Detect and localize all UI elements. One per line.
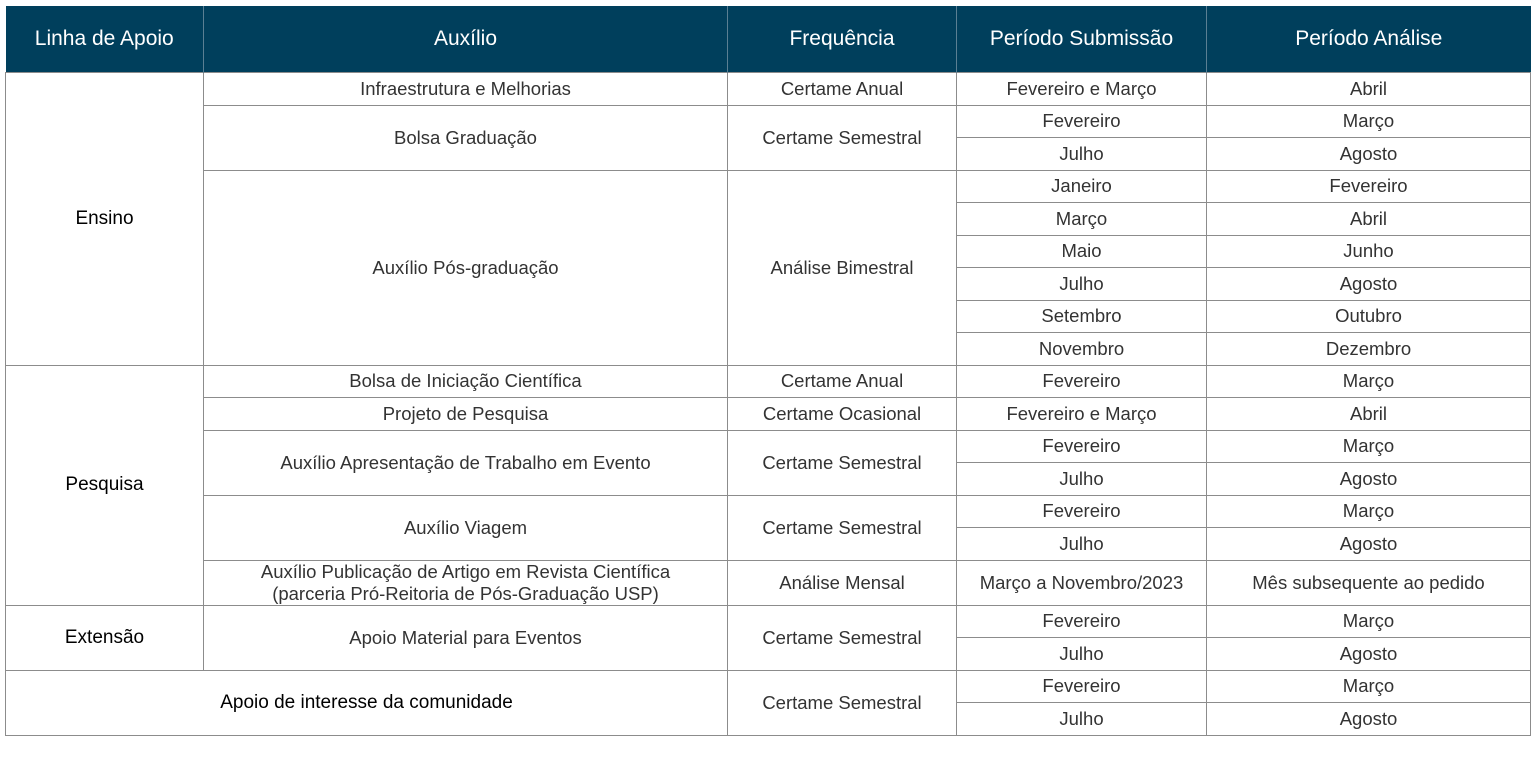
table-row <box>6 605 1531 638</box>
frequencia-cell: Certame Semestral <box>728 495 957 560</box>
analise-cell: Março <box>1207 365 1531 398</box>
table-row <box>6 670 1531 703</box>
analise-cell: Março <box>1207 430 1531 463</box>
table-row <box>6 398 1531 431</box>
submissao-cell: Fevereiro <box>957 105 1207 138</box>
submissao-cell: Fevereiro e Março <box>957 73 1207 106</box>
analise-cell: Março <box>1207 670 1531 703</box>
submissao-cell: Julho <box>957 638 1207 671</box>
frequencia-cell: Certame Semestral <box>728 105 957 170</box>
header-auxilio: Auxílio <box>204 6 728 73</box>
submissao-cell: Novembro <box>957 333 1207 366</box>
header-frequencia: Frequência <box>728 6 957 73</box>
header-linha-de-apoio: Linha de Apoio <box>6 6 204 73</box>
submissao-cell: Março <box>957 203 1207 236</box>
submissao-cell: Fevereiro <box>957 605 1207 638</box>
analise-cell: Abril <box>1207 398 1531 431</box>
frequencia-cell: Análise Mensal <box>728 560 957 605</box>
auxilio-cell <box>204 560 728 605</box>
analise-cell: Agosto <box>1207 268 1531 301</box>
analise-cell: Fevereiro <box>1207 170 1531 203</box>
analise-cell: Agosto <box>1207 638 1531 671</box>
analise-cell: Mês subsequente ao pedido <box>1207 560 1531 605</box>
table-row <box>6 430 1531 463</box>
line-ensino: Ensino <box>6 73 204 366</box>
submissao-cell: Março a Novembro/2023 <box>957 560 1207 605</box>
analise-cell: Abril <box>1207 73 1531 106</box>
submissao-cell: Setembro <box>957 300 1207 333</box>
frequencia-cell: Certame Semestral <box>728 670 957 735</box>
analise-cell: Março <box>1207 495 1531 528</box>
frequencia-cell: Certame Semestral <box>728 605 957 670</box>
auxilio-cell: Auxílio Viagem <box>204 495 728 560</box>
auxilio-cell: Projeto de Pesquisa <box>204 398 728 431</box>
submissao-cell: Fevereiro <box>957 430 1207 463</box>
auxilio-cell: Auxílio Apresentação de Trabalho em Evento <box>204 430 728 495</box>
analise-cell: Março <box>1207 605 1531 638</box>
submissao-cell: Fevereiro e Março <box>957 398 1207 431</box>
auxilio-cell: Apoio Material para Eventos <box>204 605 728 670</box>
submissao-cell: Julho <box>957 268 1207 301</box>
analise-cell: Agosto <box>1207 138 1531 171</box>
submissao-cell: Julho <box>957 138 1207 171</box>
analise-cell: Agosto <box>1207 703 1531 736</box>
submissao-cell: Julho <box>957 528 1207 561</box>
analise-cell: Junho <box>1207 235 1531 268</box>
line-extensao: Extensão <box>6 605 204 670</box>
table-row <box>6 495 1531 528</box>
frequencia-cell: Análise Bimestral <box>728 170 957 365</box>
submissao-cell: Julho <box>957 463 1207 496</box>
analise-cell: Agosto <box>1207 528 1531 561</box>
support-schedule-table <box>5 6 1531 736</box>
auxilio-cell: Auxílio Pós-graduação <box>204 170 728 365</box>
submissao-cell: Janeiro <box>957 170 1207 203</box>
table-row <box>6 73 1531 106</box>
header-periodo-submissao: Período Submissão <box>957 6 1207 73</box>
analise-cell: Dezembro <box>1207 333 1531 366</box>
frequencia-cell: Certame Anual <box>728 365 957 398</box>
line-comunidade: Apoio de interesse da comunidade <box>6 670 728 735</box>
header-periodo-analise: Período Análise <box>1207 6 1531 73</box>
analise-cell: Outubro <box>1207 300 1531 333</box>
analise-cell: Abril <box>1207 203 1531 236</box>
analise-cell: Março <box>1207 105 1531 138</box>
auxilio-cell: Bolsa Graduação <box>204 105 728 170</box>
frequencia-cell: Certame Semestral <box>728 430 957 495</box>
auxilio-publicacao-line-2: (parceria Pró-Reitoria de Pós-Graduação USP) <box>272 582 659 604</box>
auxilio-cell: Infraestrutura e Melhorias <box>204 73 728 106</box>
submissao-cell: Fevereiro <box>957 670 1207 703</box>
table-row <box>6 365 1531 398</box>
submissao-cell: Fevereiro <box>957 495 1207 528</box>
frequencia-cell: Certame Anual <box>728 73 957 106</box>
table-row <box>6 105 1531 138</box>
submissao-cell: Maio <box>957 235 1207 268</box>
analise-cell: Agosto <box>1207 463 1531 496</box>
auxilio-cell: Bolsa de Iniciação Científica <box>204 365 728 398</box>
line-pesquisa: Pesquisa <box>6 365 204 605</box>
auxilio-publicacao-line-1: Auxílio Publicação de Artigo em Revista Científica <box>260 560 671 582</box>
header-row <box>6 6 1531 73</box>
submissao-cell: Fevereiro <box>957 365 1207 398</box>
table-row <box>6 170 1531 203</box>
submissao-cell: Julho <box>957 703 1207 736</box>
frequencia-cell: Certame Ocasional <box>728 398 957 431</box>
